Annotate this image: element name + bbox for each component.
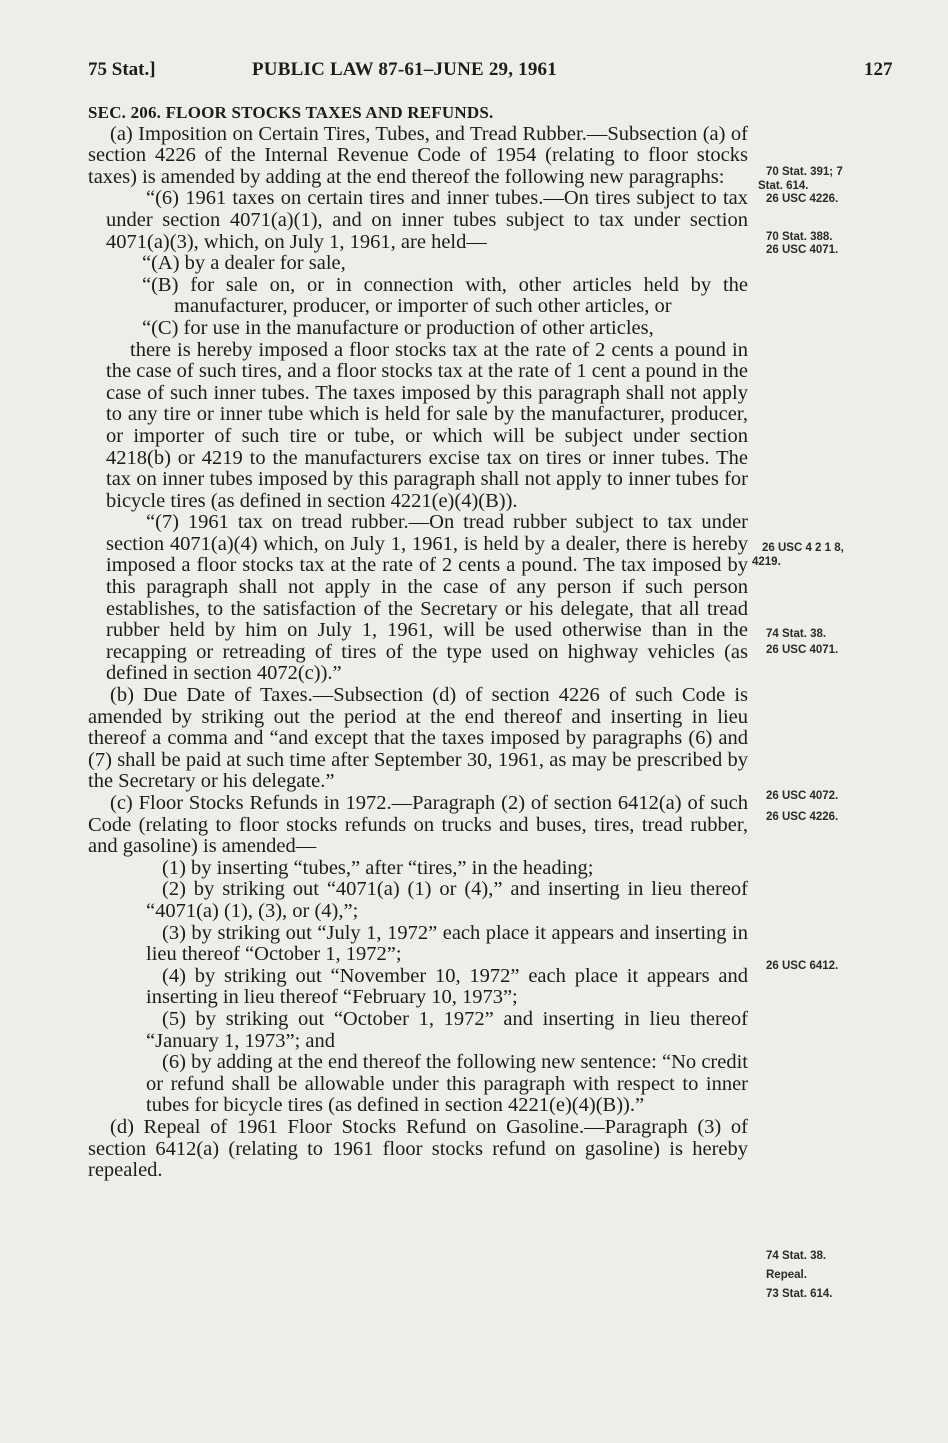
header-law-title: PUBLIC LAW 87-61–JUNE 29, 1961 — [252, 59, 557, 80]
paragraph-c-3: (3) by striking out “July 1, 1972” each place it appears and inserting in lieu thereof “October 1, 1972”; — [146, 921, 748, 966]
paragraph-c-4: (4) by striking out “November 10, 1972” each place it appears and inserting in lieu thereof “February 10, 1973”; — [146, 964, 748, 1009]
paragraph-c-6: (6) by adding at the end thereof the following new sentence: “No credit or refund shall be allowable under this paragraph with respect to inner tubes for bicycle tires (as defined in section 4221(e)(4)(B)).” — [146, 1051, 748, 1117]
paragraph-c-1: (1) by inserting “tubes,” after “tires,” in the heading; — [162, 856, 594, 879]
paragraph-a: (a) Imposition on Certain Tires, Tubes, and Tread Rubber.—Subsection (a) of section 4226 of the Internal Revenue Code of 1954 (relating to floor stocks taxes) is amended by adding at the end thereof the following new paragraphs: — [88, 122, 748, 188]
statute-body — [88, 102, 748, 1182]
margin-note-repeal: Repeal. — [766, 1269, 807, 1281]
margin-note-26-usc-4071-a: 26 USC 4071. — [766, 244, 839, 256]
paragraph-a-6-C: “(C) for use in the manufacture or production of other articles, — [142, 316, 654, 339]
paragraph-a-6: “(6) 1961 taxes on certain tires and inner tubes.—On tires subject to tax under section 4071(a)(1), and on inner tubes subject to tax under section 4071(a)(3), which, on July 1, 1961, are held— — [106, 187, 748, 253]
paragraph-b: (b) Due Date of Taxes.—Subsection (d) of section 4226 of such Code is amended by striking out the period at the end thereof and inserting in lieu thereof a comma and “and except that the taxes imposed by paragraphs (6) and (7) shall be paid at such time after September 30, 1961, as may be prescribed by the Secretary or his delegate.” — [88, 684, 748, 793]
margin-note-70-stat-391: 70 Stat. 391; 7 — [766, 166, 843, 178]
header-volume: 75 Stat.] — [88, 59, 156, 80]
margin-note-70-stat-388: 70 Stat. 388. — [766, 231, 833, 243]
margin-note-74-stat-38-a: 74 Stat. 38. — [766, 628, 827, 640]
margin-note-26-usc-6412: 26 USC 6412. — [766, 960, 839, 972]
margin-note-stat-614: Stat. 614. — [758, 180, 809, 192]
margin-note-26-usc-4072: 26 USC 4072. — [766, 790, 839, 802]
paragraph-c-2: (2) by striking out “4071(a) (1) or (4),” and inserting in lieu thereof “4071(a) (1), (3), or (4),”; — [146, 878, 748, 922]
paragraph-a-6-A: “(A) by a dealer for sale, — [142, 252, 346, 275]
section-heading: SEC. 206. FLOOR STOCKS TAXES AND REFUNDS. — [88, 103, 494, 122]
paragraph-c-5: (5) by striking out “October 1, 1972” and inserting in lieu thereof “January 1, 1973”; and — [146, 1007, 748, 1052]
paragraph-a-6-B: “(B) for sale on, or in connection with, other articles held by the manufacturer, producer, or importer of such other articles, or — [142, 273, 748, 318]
paragraph-a-6-tail: there is hereby imposed a floor stocks tax at the rate of 2 cents a pound in the case of such tires, and a floor stocks tax at the rate of 1 cent a pound in the case of such inner tubes. The taxes imposed by this paragraph shall not apply to any tire or inner tube which is held for sale by the manufacturer, producer, or importer of such tire or tube, or which will be subject under section 4218(b) or 4219 to the manufacturers excise tax on tires or inner tubes. The tax on inner tubes imposed by this paragraph shall not apply to inner tubes for bicycle tires (as defined in section 4221(e)(4)(B)). — [106, 338, 748, 512]
margin-note-73-stat-614: 73 Stat. 614. — [766, 1288, 833, 1300]
margin-note-74-stat-38-b: 74 Stat. 38. — [766, 1250, 827, 1262]
margin-note-4219: 4219. — [752, 556, 781, 568]
paragraph-d: (d) Repeal of 1961 Floor Stocks Refund on Gasoline.—Paragraph (3) of section 6412(a) (relating to 1961 floor stocks refund on gasoline) is hereby repealed. — [88, 1115, 748, 1182]
margin-note-26-usc-4218: 26 USC 4 2 1 8, — [762, 542, 844, 554]
paragraph-a-7: “(7) 1961 tax on tread rubber.—On tread rubber subject to tax under section 4071(a)(4) which, on July 1, 1961, is held by a dealer, there is hereby imposed a floor stocks tax at the rate of 2 cents a pound. The tax imposed by this paragraph shall not apply in the case of any person if such person establishes, to the satisfaction of the Secretary or his delegate, that all tread rubber held by him on July 1, 1961, will be used otherwise than in the recapping or retreading of tires of the type used on highway vehicles (as defined in section 4072(c)).” — [106, 511, 748, 685]
paragraph-c: (c) Floor Stocks Refunds in 1972.—Paragraph (2) of section 6412(a) of such Code (relating to floor stocks refunds on trucks and buses, tires, tread rubber, and gasoline) is amended— — [88, 792, 748, 858]
margin-note-26-usc-4226-a: 26 USC 4226. — [766, 193, 839, 205]
header-page-number: 127 — [864, 59, 893, 80]
margin-note-26-usc-4071-b: 26 USC 4071. — [766, 644, 839, 656]
margin-note-26-usc-4226-b: 26 USC 4226. — [766, 811, 839, 823]
